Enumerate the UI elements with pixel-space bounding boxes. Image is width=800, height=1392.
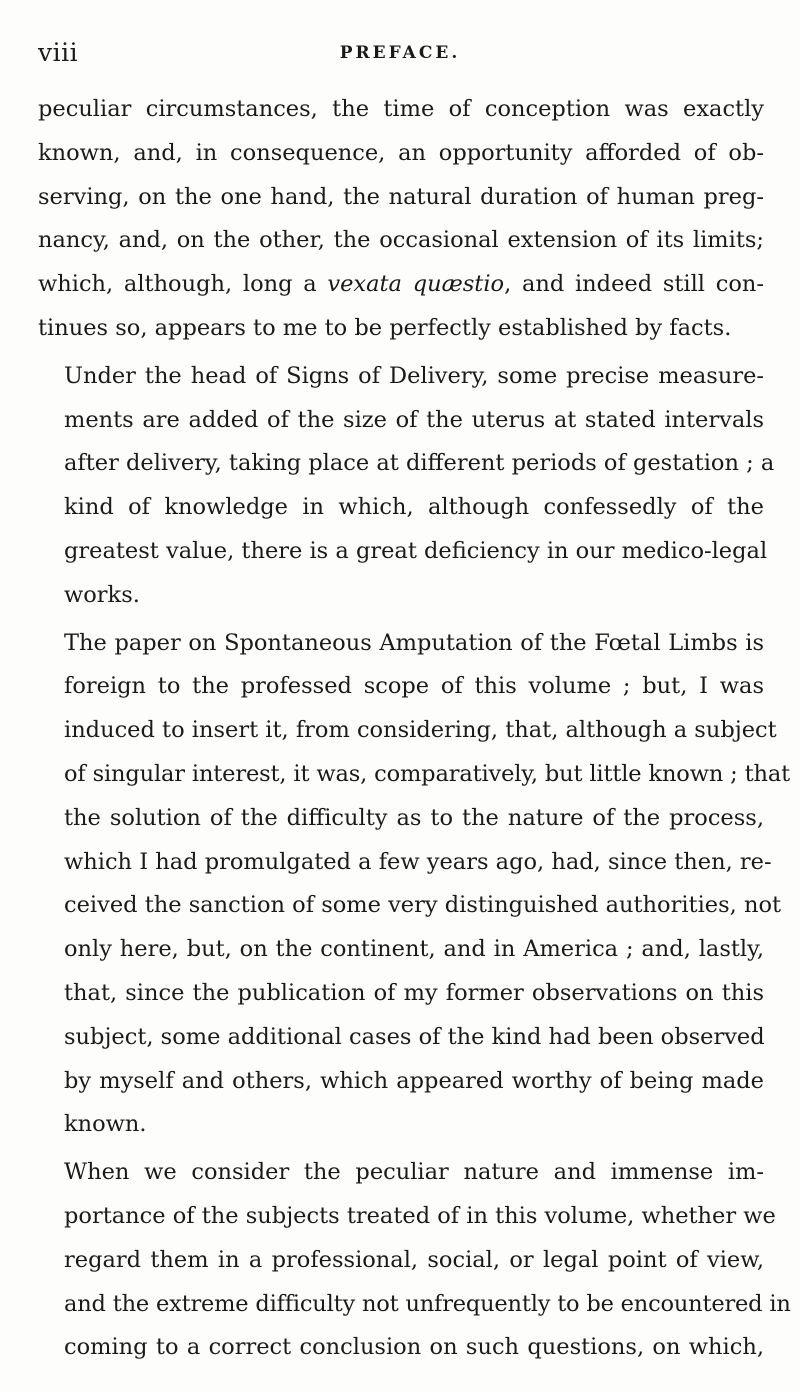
text-line-with-latin	[38, 263, 764, 307]
paragraph-4	[38, 1151, 791, 1370]
text-line: coming to a correct conclusion on such questions, on which,	[64, 1334, 764, 1361]
text-line: after delivery, taking place at different periods of gestation ; a	[64, 450, 775, 477]
text-line: which I had promulgated a few years ago, had, since then, re-	[64, 848, 772, 875]
page-number: viii	[38, 38, 79, 67]
text-line: nancy, and, on the other, the occasional extension of its limits;	[38, 227, 764, 254]
text-line: portance of the subjects treated of in this volume, whether we	[64, 1202, 776, 1229]
text-line: regard them in a professional, social, or legal point of view,	[64, 1246, 764, 1273]
paragraph-1	[38, 88, 764, 351]
text-line: Under the head of Signs of Delivery, some precise measure-	[64, 362, 764, 389]
text-fragment: which, although, long a	[38, 271, 328, 298]
text-line: the solution of the difficulty as to the nature of the process,	[64, 804, 764, 831]
text-line: by myself and others, which appeared worthy of being made	[64, 1067, 764, 1094]
text-line: The paper on Spontaneous Amputation of the Fœtal Limbs is	[64, 629, 764, 656]
text-line: tinues so, appears to me to be perfectly established by facts.	[38, 314, 732, 341]
text-line: foreign to the professed scope of this volume ; but, I was	[64, 673, 764, 700]
running-head-title: PREFACE.	[339, 43, 461, 63]
text-line: known, and, in consequence, an opportunity afforded of ob-	[38, 139, 764, 166]
text-line: only here, but, on the continent, and in America ; and, lastly,	[64, 936, 764, 963]
text-line: peculiar circumstances, the time of conception was exactly	[38, 96, 764, 122]
text-line: subject, some additional cases of the kind had been observed	[64, 1023, 765, 1050]
text-line: greatest value, there is a great deficiency in our medico-legal	[64, 537, 768, 564]
preface-body	[38, 88, 791, 1374]
text-line: ceived the sanction of some very distinguished authorities, not	[64, 892, 782, 919]
text-line: works.	[64, 581, 140, 608]
paragraph-3	[38, 622, 790, 1148]
paragraph-2	[38, 355, 775, 618]
text-line: serving, on the one hand, the natural duration of human preg-	[38, 183, 764, 210]
text-fragment: , and indeed still con-	[504, 271, 764, 298]
text-line: When we consider the peculiar nature and immense im-	[64, 1159, 764, 1186]
latin-phrase: vexata quæstio	[327, 271, 505, 298]
text-line: of singular interest, it was, comparatively, but little known ; that	[64, 760, 790, 787]
text-line: known.	[64, 1111, 147, 1138]
text-line: ments are added of the size of the uterus at stated intervals	[64, 406, 764, 433]
text-line: and the extreme difficulty not unfrequently to be encountered in	[64, 1290, 791, 1317]
text-line: kind of knowledge in which, although confessedly of the	[64, 494, 764, 521]
text-line: induced to insert it, from considering, that, although a subject	[64, 717, 777, 744]
text-line: that, since the publication of my former observations on this	[64, 979, 764, 1006]
running-head	[38, 38, 762, 74]
